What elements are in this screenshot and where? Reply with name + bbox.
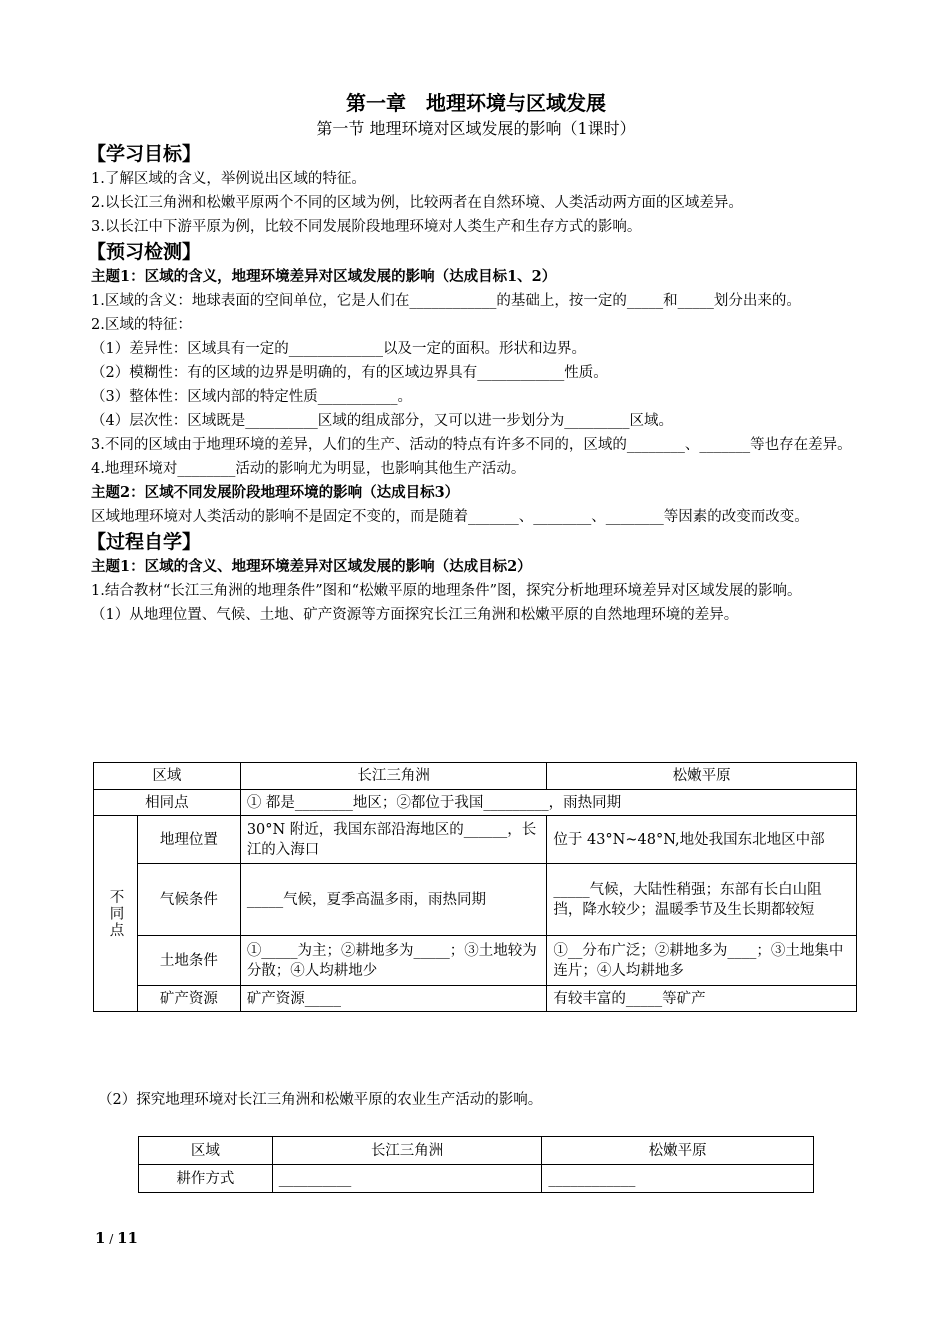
preview-line: 4.地理环境对________活动的影响尤为明显，也影响其他生产活动。: [91, 461, 526, 477]
preview-line: （4）层次性：区域既是__________区域的组成部分，又可以进一步划分为_________区域。: [91, 413, 673, 429]
document-page: [87, 88, 861, 627]
table-head-cell: 区域: [94, 763, 241, 790]
row-cell: ①__分布广泛；②耕地多为____；③土地集中连片；④人均耕地多: [547, 936, 857, 986]
preview-line: 2.区域的特征：: [91, 317, 192, 333]
goal-item: 3.以长江中下游平原为例，比较不同发展阶段地理环境对人类生产和生存方式的影响。: [91, 219, 642, 235]
preview-topic2: 主题2：区域不同发展阶段地理环境的影响（达成目标3）: [91, 484, 460, 501]
preview-line: （1）差异性：区域具有一定的_____________以及一定的面积。形状和边界。: [91, 341, 586, 357]
table-head-cell: 长江三角洲: [240, 763, 547, 790]
goal-item: 1.了解区域的含义，举例说出区域的特征。: [91, 171, 366, 187]
process-topic1: 主题1：区域的含义、地理环境差异对区域发展的影响（达成目标2）: [91, 558, 532, 575]
same-label: 相同点: [94, 790, 241, 816]
process-line: （1）从地理位置、气候、土地、矿产资源等方面探究长江三角洲和松嫩平原的自然地理环境的差异。: [91, 607, 739, 623]
table-head-cell: 松嫩平原: [547, 763, 857, 790]
process-heading: 【过程自学】: [87, 531, 202, 553]
table-head-cell: 长江三角洲: [272, 1137, 542, 1165]
row-item: 矿产资源: [137, 986, 240, 1012]
chapter-title: 第一章 地理环境与区域发展: [346, 91, 606, 115]
question-2: （2）探究地理环境对长江三角洲和松嫩平原的农业生产活动的影响。: [98, 1092, 543, 1108]
row-cell: 30°N 附近，我国东部沿海地区的______，长江的入海口: [240, 816, 547, 864]
row-item: 地理位置: [137, 816, 240, 864]
row-cell: ①_____为主；②耕地多为_____；③土地较为分散；④人均耕地少: [240, 936, 547, 986]
row-item: 气候条件: [137, 864, 240, 936]
goals-heading: 【学习目标】: [87, 143, 202, 165]
row-cell: ____________: [542, 1165, 814, 1193]
row-cell: __________: [272, 1165, 542, 1193]
row-cell: 位于 43°N~48°N,地处我国东北地区中部: [547, 816, 857, 864]
preview-line: （2）模糊性：有的区域的边界是明确的，有的区域边界具有____________性质。: [91, 365, 608, 381]
row-item: 土地条件: [137, 936, 240, 986]
process-line: 1.结合教材“长江三角洲的地理条件”图和“松嫩平原的地理条件”图，探究分析地理环境差异对区域发展的影响。: [91, 583, 802, 599]
preview-line: 3.不同的区域由于地理环境的差异，人们的生产、活动的特点有许多不同的，区域的________、_______等也存在差异。: [91, 437, 852, 453]
row-item: 耕作方式: [139, 1165, 273, 1193]
preview-line: （3）整体性：区域内部的特定性质___________。: [91, 389, 412, 405]
row-cell: 有较丰富的_____等矿产: [547, 986, 857, 1012]
page-number: [95, 1229, 138, 1247]
page-separator: /: [105, 1232, 118, 1246]
page-total: 11: [117, 1229, 138, 1247]
table-head-cell: 松嫩平原: [542, 1137, 814, 1165]
row-cell: _____气候，大陆性稍强；东部有长白山阻挡，降水较少；温暖季节及生长期都较短: [547, 864, 857, 936]
preview-heading: 【预习检测】: [87, 241, 202, 263]
row-cell: 矿产资源_____: [240, 986, 547, 1012]
preview-line: 1.区域的含义：地球表面的空间单位，它是人们在____________的基础上，按一定的_____和_____划分出来的。: [91, 293, 801, 309]
same-text: ① 都是________地区；②都位于我国_________，雨热同期: [240, 790, 856, 816]
section-title: 第一节 地理环境对区域发展的影响（1课时）: [316, 119, 636, 138]
preview-topic1: 主题1：区域的含义，地理环境差异对区域发展的影响（达成目标1、2）: [91, 268, 557, 285]
table-head-cell: 区域: [139, 1137, 273, 1165]
preview-topic2-line: 区域地理环境对人类活动的影响不是固定不变的，而是随着_______、________、________等因素的改变而改变。: [91, 509, 809, 525]
row-cell: _____气候，夏季高温多雨，雨热同期: [240, 864, 547, 936]
comparison-table: [93, 762, 857, 1012]
goal-item: 2.以长江三角洲和松嫩平原两个不同的区域为例，比较两者在自然环境、人类活动两方面的区域差异。: [91, 195, 743, 211]
diff-label: 不同点: [94, 816, 138, 1012]
page-current: 1: [95, 1229, 106, 1247]
farming-table: [138, 1136, 814, 1193]
